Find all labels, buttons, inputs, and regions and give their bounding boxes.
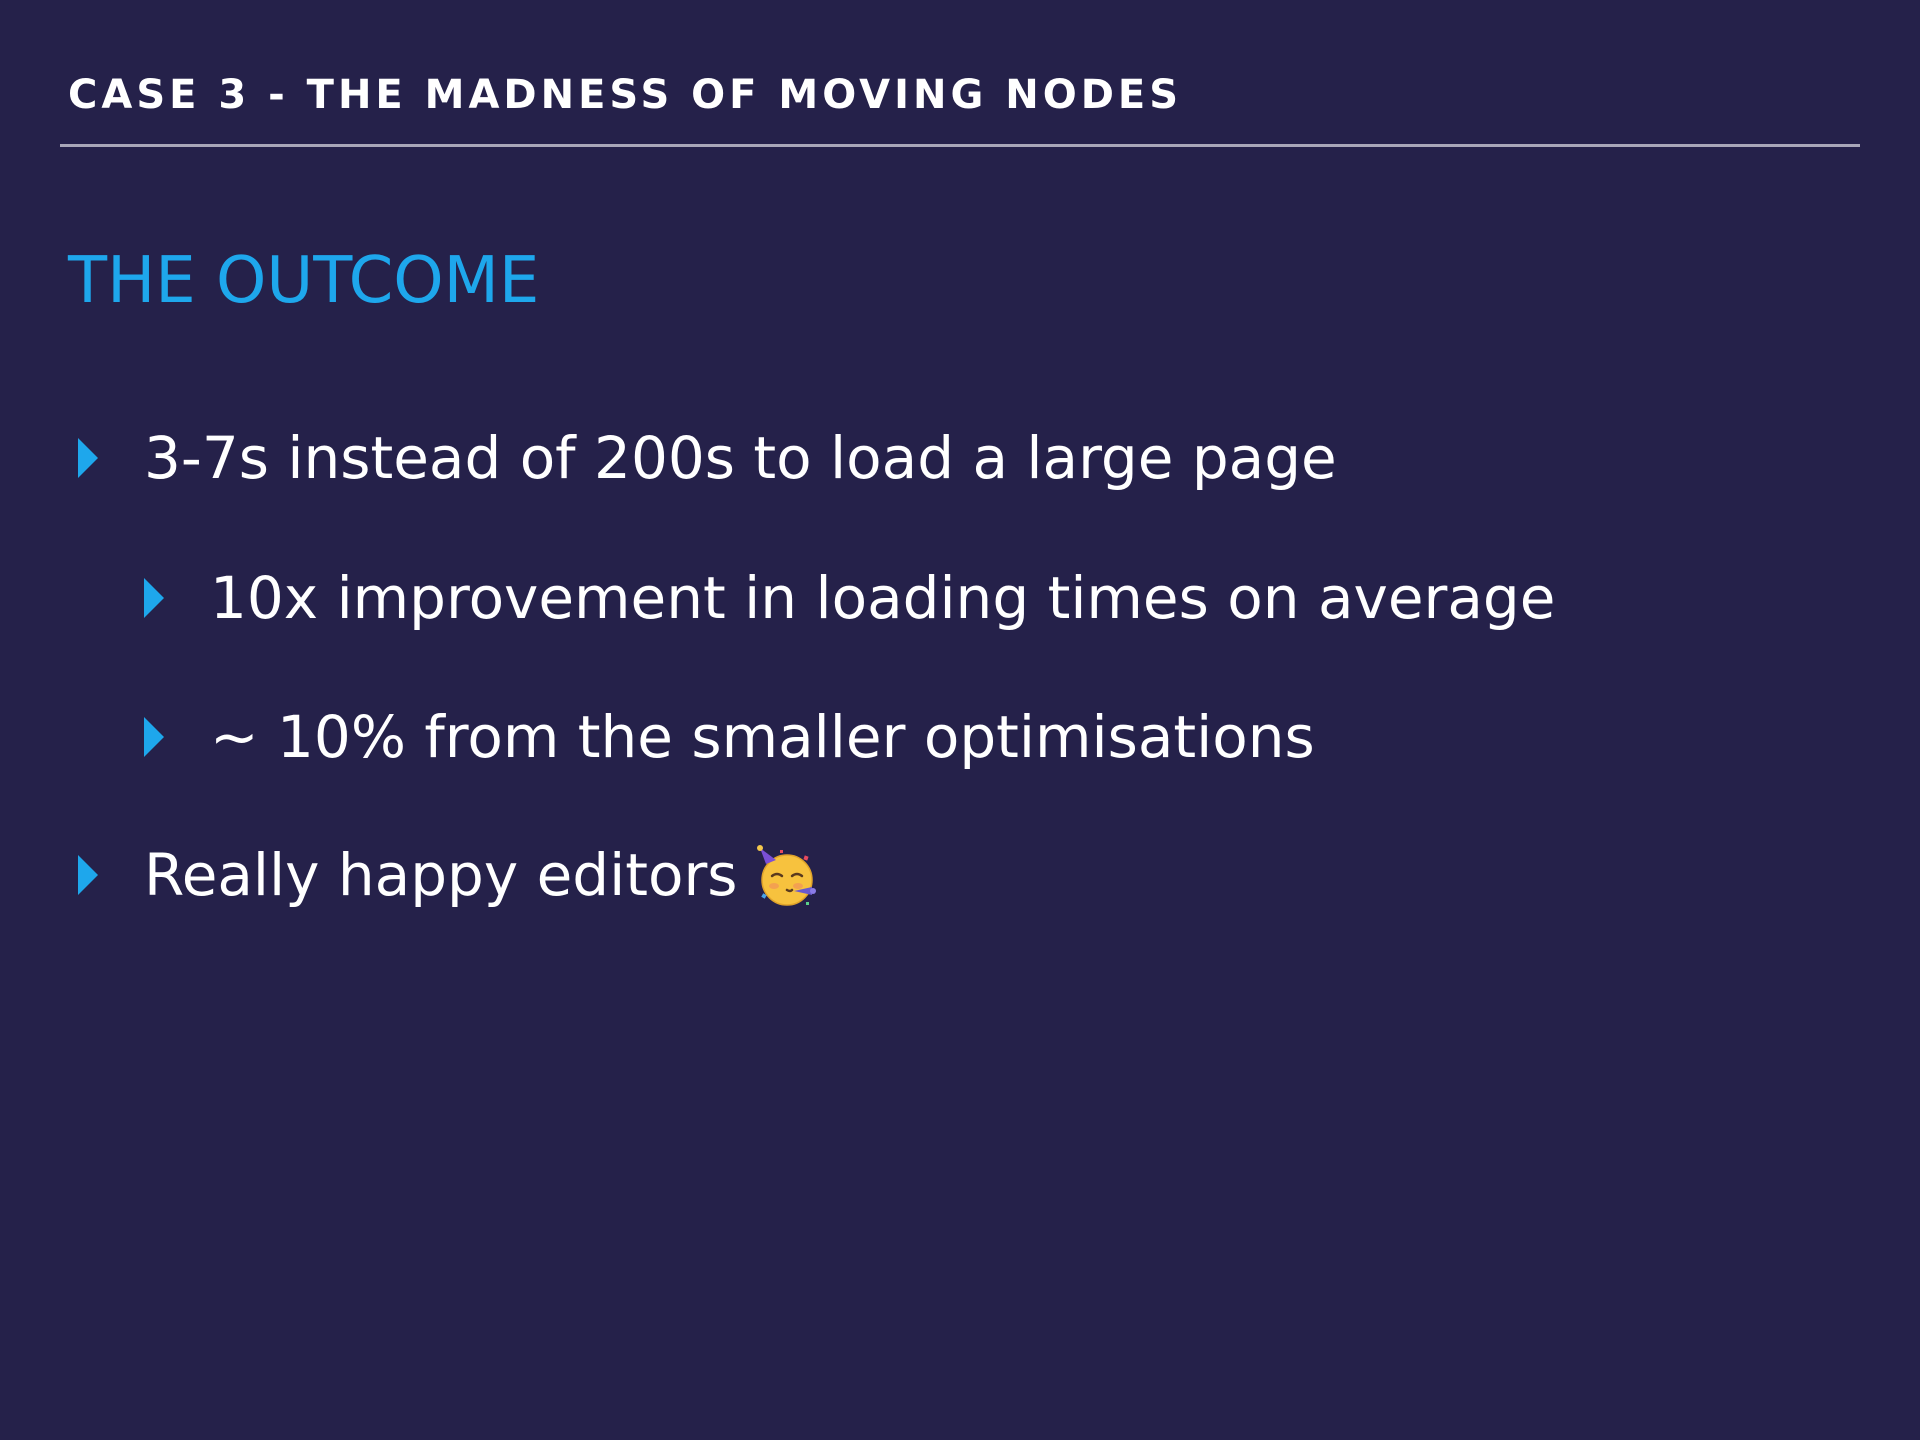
partying-face-emoji-icon <box>754 844 816 906</box>
triangle-bullet-icon <box>78 855 98 895</box>
bullet-item-1 <box>78 418 1337 498</box>
bullet-item-3 <box>144 697 1315 777</box>
bullet-text: 3-7s instead of 200s to load a large page <box>144 424 1337 492</box>
slide-header: CASE 3 - THE MADNESS OF MOVING NODES <box>68 72 1183 118</box>
header-divider <box>60 144 1860 147</box>
section-title: THE OUTCOME <box>68 244 540 318</box>
triangle-bullet-icon <box>78 438 98 478</box>
bullet-item-2 <box>144 558 1555 638</box>
triangle-bullet-icon <box>144 717 164 757</box>
bullet-text: 10x improvement in loading times on average <box>210 564 1556 632</box>
bullet-item-4 <box>78 835 816 915</box>
bullet-text: Really happy editors <box>144 841 738 909</box>
bullet-text: ~ 10% from the smaller optimisations <box>210 703 1315 771</box>
triangle-bullet-icon <box>144 578 164 618</box>
